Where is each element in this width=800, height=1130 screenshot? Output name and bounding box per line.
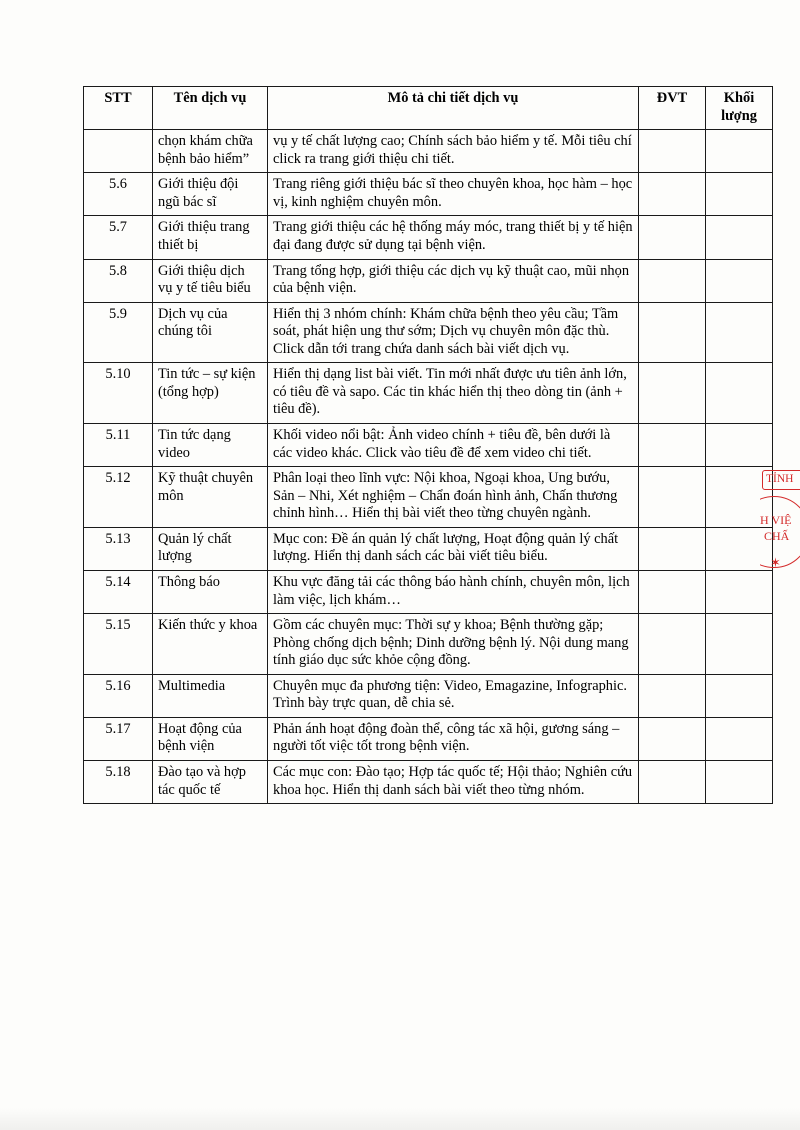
cell-stt: 5.18: [84, 761, 153, 804]
cell-unit: [639, 173, 706, 216]
cell-unit: [639, 570, 706, 613]
cell-unit: [639, 424, 706, 467]
table-row: [84, 424, 773, 467]
cell-service-name: Kỹ thuật chuyên môn: [153, 467, 268, 528]
cell-quantity: [706, 302, 773, 363]
cell-unit: [639, 302, 706, 363]
column-header-description: Mô tả chi tiết dịch vụ: [268, 87, 639, 130]
cell-stt: 5.16: [84, 674, 153, 717]
cell-quantity: [706, 674, 773, 717]
cell-stt: 5.14: [84, 570, 153, 613]
cell-service-name: Quản lý chất lượng: [153, 527, 268, 570]
cell-description: Trang giới thiệu các hệ thống máy móc, trang thiết bị y tế hiện đại đang được sử dụng tại bệnh viện.: [268, 216, 639, 259]
cell-stt: 5.8: [84, 259, 153, 302]
table-row: [84, 302, 773, 363]
cell-service-name: Tin tức dạng video: [153, 424, 268, 467]
table-row: [84, 173, 773, 216]
cell-description: Khu vực đăng tải các thông báo hành chính, chuyên môn, lịch làm việc, lịch khám…: [268, 570, 639, 613]
official-seal-stamp: [760, 466, 800, 586]
cell-description: Gồm các chuyên mục: Thời sự y khoa; Bệnh thường gặp; Phòng chống dịch bệnh; Dinh dưỡng bệnh lý. Nội dung mang tính giáo dục sức khỏe cộng đồng.: [268, 614, 639, 675]
scan-edge-shadow: [0, 1108, 800, 1130]
cell-stt: 5.7: [84, 216, 153, 259]
cell-description: Khối video nổi bật: Ảnh video chính + tiêu đề, bên dưới là các video khác. Click vào tiêu đề để xem video chi tiết.: [268, 424, 639, 467]
table-row: [84, 761, 773, 804]
column-header-unit: ĐVT: [639, 87, 706, 130]
cell-service-name: Multimedia: [153, 674, 268, 717]
table-row: [84, 467, 773, 528]
cell-description: Chuyên mục đa phương tiện: Video, Emagazine, Infographic. Trình bày trực quan, dễ chia sẻ.: [268, 674, 639, 717]
cell-unit: [639, 216, 706, 259]
cell-service-name: Kiến thức y khoa: [153, 614, 268, 675]
cell-service-name: chọn khám chữa bệnh bảo hiểm”: [153, 130, 268, 173]
cell-stt: 5.17: [84, 717, 153, 760]
cell-unit: [639, 717, 706, 760]
table-row: [84, 717, 773, 760]
table-header-row: [84, 87, 773, 130]
cell-unit: [639, 259, 706, 302]
table-row: [84, 674, 773, 717]
cell-service-name: Thông báo: [153, 570, 268, 613]
cell-quantity: [706, 363, 773, 424]
cell-description: Hiển thị 3 nhóm chính: Khám chữa bệnh theo yêu cầu; Tầm soát, phát hiện ung thư sớm; Dịch vụ chuyên môn đặc thù. Click dẫn tới trang chứa danh sách bài viết dịch vụ.: [268, 302, 639, 363]
cell-stt: 5.11: [84, 424, 153, 467]
column-header-stt: STT: [84, 87, 153, 130]
table-row: [84, 527, 773, 570]
table-row: [84, 570, 773, 613]
cell-description: Trang riêng giới thiệu bác sĩ theo chuyên khoa, học hàm – học vị, kinh nghiệm chuyên môn.: [268, 173, 639, 216]
cell-service-name: Giới thiệu trang thiết bị: [153, 216, 268, 259]
cell-quantity: [706, 717, 773, 760]
cell-unit: [639, 761, 706, 804]
cell-service-name: Dịch vụ của chúng tôi: [153, 302, 268, 363]
seal-star-icon: ✶: [770, 555, 781, 570]
cell-description: Hiển thị dạng list bài viết. Tin mới nhất được ưu tiên ảnh lớn, có tiêu đề và sapo. Các tin khác hiển thị theo dòng tin (ảnh + tiêu đề).: [268, 363, 639, 424]
table-body: [84, 130, 773, 804]
column-header-quantity: Khối lượng: [706, 87, 773, 130]
cell-stt: 5.6: [84, 173, 153, 216]
cell-quantity: [706, 130, 773, 173]
cell-description: Mục con: Đề án quản lý chất lượng, Hoạt động quản lý chất lượng. Hiển thị danh sách các bài viết tiêu biểu.: [268, 527, 639, 570]
cell-service-name: Đào tạo và hợp tác quốc tế: [153, 761, 268, 804]
cell-unit: [639, 363, 706, 424]
cell-quantity: [706, 761, 773, 804]
cell-quantity: [706, 216, 773, 259]
cell-quantity: [706, 259, 773, 302]
service-table: [83, 86, 773, 804]
cell-description: Phản ánh hoạt động đoàn thể, công tác xã hội, gương sáng – người tốt việc tốt trong bệnh viện.: [268, 717, 639, 760]
table-row: [84, 259, 773, 302]
seal-text-line-2: H VIỆ: [760, 513, 792, 527]
cell-description: vụ y tế chất lượng cao; Chính sách bảo hiểm y tế. Mỗi tiêu chí click ra trang giới thiệu chi tiết.: [268, 130, 639, 173]
cell-service-name: Hoạt động của bệnh viện: [153, 717, 268, 760]
cell-description: Các mục con: Đào tạo; Hợp tác quốc tế; Hội thảo; Nghiên cứu khoa học. Hiển thị danh sách bài viết theo từng nhóm.: [268, 761, 639, 804]
cell-description: Trang tổng hợp, giới thiệu các dịch vụ kỹ thuật cao, mũi nhọn của bệnh viện.: [268, 259, 639, 302]
cell-quantity: [706, 614, 773, 675]
seal-text-line-1: TỈNH: [766, 473, 794, 485]
cell-unit: [639, 467, 706, 528]
cell-unit: [639, 614, 706, 675]
cell-quantity: [706, 173, 773, 216]
cell-unit: [639, 130, 706, 173]
table-row: [84, 130, 773, 173]
table-row: [84, 614, 773, 675]
column-header-service-name: Tên dịch vụ: [153, 87, 268, 130]
seal-text-line-3: CHẤ: [764, 529, 790, 543]
cell-stt: 5.9: [84, 302, 153, 363]
cell-unit: [639, 527, 706, 570]
cell-stt: [84, 130, 153, 173]
table-row: [84, 363, 773, 424]
cell-unit: [639, 674, 706, 717]
cell-stt: 5.10: [84, 363, 153, 424]
cell-stt: 5.12: [84, 467, 153, 528]
table-row: [84, 216, 773, 259]
cell-stt: 5.13: [84, 527, 153, 570]
cell-service-name: Giới thiệu đội ngũ bác sĩ: [153, 173, 268, 216]
cell-description: Phân loại theo lĩnh vực: Nội khoa, Ngoại khoa, Ung bướu, Sản – Nhi, Xét nghiệm – Chẩn đoán hình ảnh, Chấn thương chỉnh hình… Hiển thị bài viết theo từng chuyên ngành.: [268, 467, 639, 528]
cell-quantity: [706, 424, 773, 467]
cell-service-name: Tin tức – sự kiện (tổng hợp): [153, 363, 268, 424]
cell-stt: 5.15: [84, 614, 153, 675]
service-table-container: [83, 86, 757, 804]
table-header: [84, 87, 773, 130]
cell-service-name: Giới thiệu dịch vụ y tế tiêu biểu: [153, 259, 268, 302]
